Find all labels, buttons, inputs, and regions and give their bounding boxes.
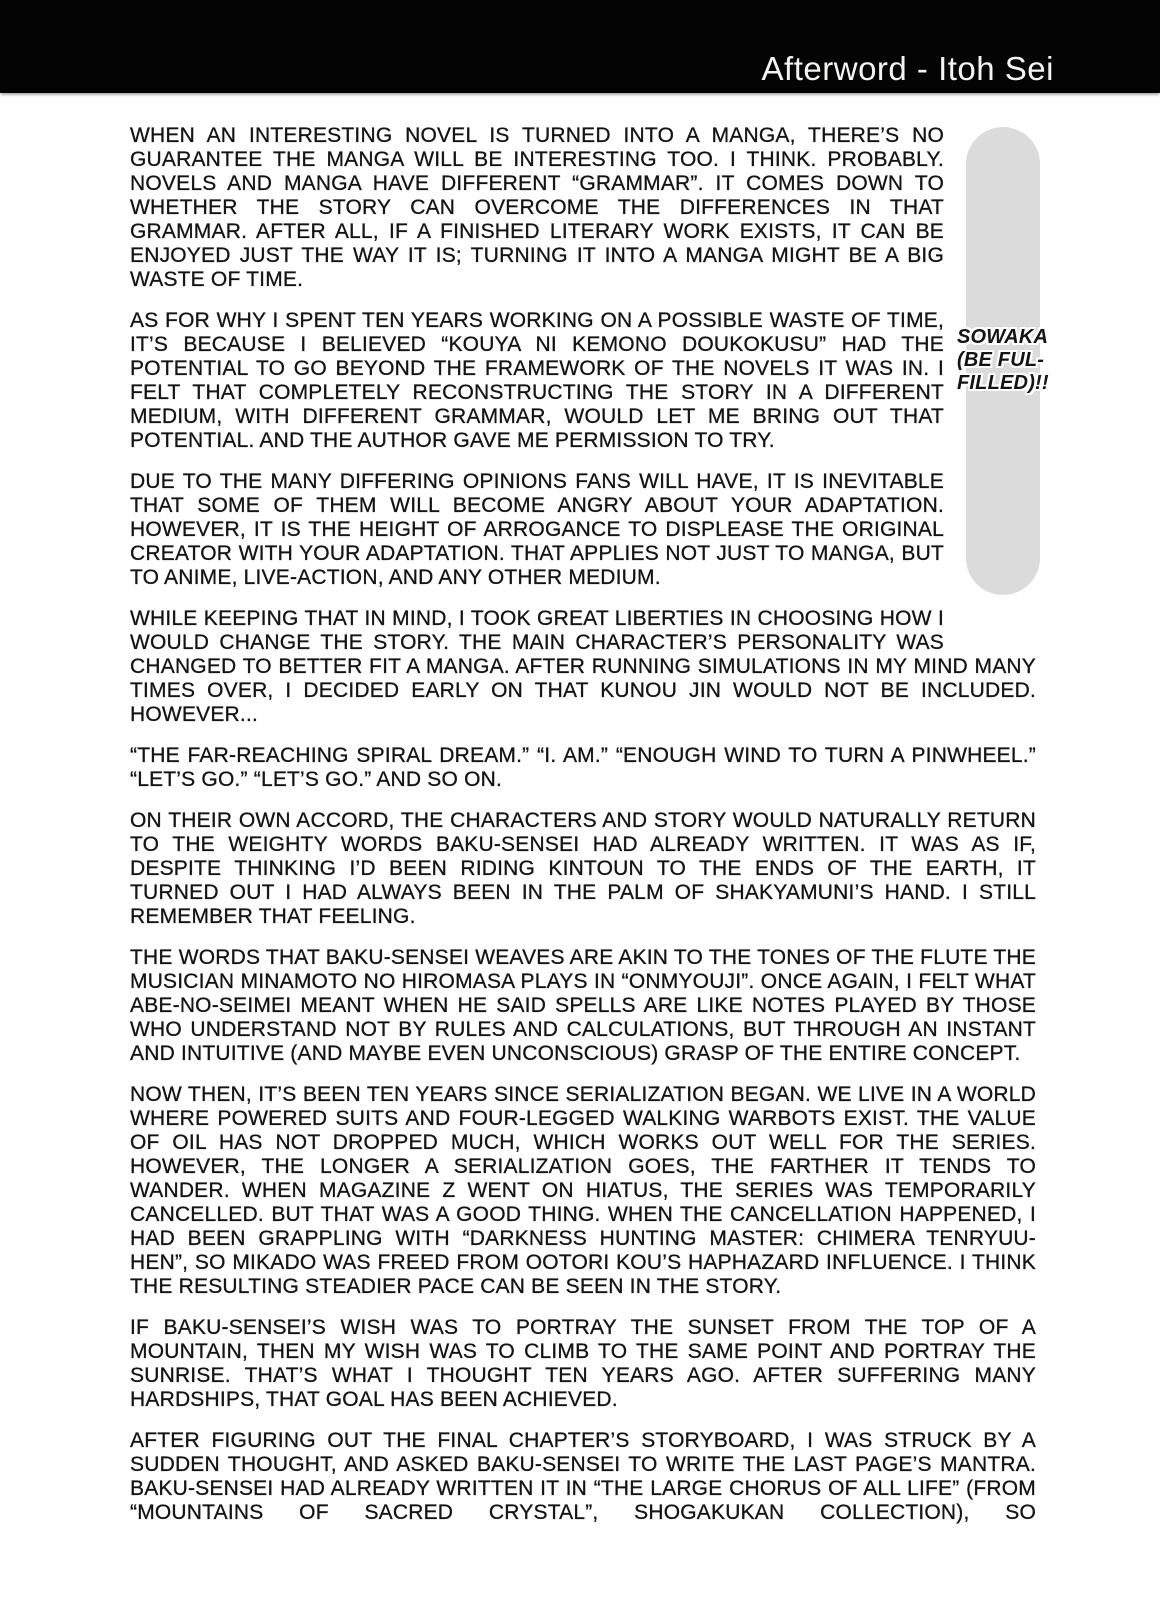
paragraph: NOW THEN, IT’S BEEN TEN YEARS SINCE SERIALIZATION BEGAN. WE LIVE IN A WORLD WHERE POWERED SUITS AND FOUR-LEGGED WALKING WARBOTS EXIST. THE VALUE OF OIL HAS NOT DROPPED MUCH, WHICH WORKS OUT WELL FOR THE SERIES. HOWEVER, THE LONGER A SERIALIZATION GOES, THE FARTHER IT TENDS TO WANDER. WHEN MAGAZINE Z WENT ON HIATUS, THE SERIES WAS TEMPORARILY CANCELLED. BUT THAT WAS A GOOD THING. WHEN THE CANCELLATION HAPPENED, I HAD BEEN GRAPPLING WITH “DARKNESS HUNTING MASTER: CHIMERA TENRYUU-HEN”, SO MIKADO WAS FREED FROM OOTORI KOU’S HAPHAZARD INFLUENCE. I THINK THE RESULTING STEADIER PACE CAN BE SEEN IN THE STORY. — [130, 1083, 1036, 1298]
margin-pill-spacer — [944, 124, 1036, 638]
paragraph: WHEN AN INTERESTING NOVEL IS TURNED INTO A MANGA, THERE’S NO GUARANTEE THE MANGA WILL BE INTERESTING TOO. I THINK. PROBABLY. NOVELS AND MANGA HAVE DIFFERENT “GRAMMAR”. IT COMES DOWN TO WHETHER THE STORY CAN OVERCOME THE DIFFERENCES IN THAT GRAMMAR. AFTER ALL, IF A FINISHED LITERARY WORK EXISTS, IT CAN BE ENJOYED JUST THE WAY IT IS; TURNING IT INTO A MANGA MIGHT BE A BIG WASTE OF TIME. — [130, 124, 944, 291]
paragraph: IF BAKU-SENSEI’S WISH WAS TO PORTRAY THE SUNSET FROM THE TOP OF A MOUNTAIN, THEN MY WISH WAS TO CLIMB TO THE SAME POINT AND PORTRAY THE SUNRISE. THAT’S WHAT I THOUGHT TEN YEARS AGO. AFTER SUFFERING MANY HARDSHIPS, THAT GOAL HAS BEEN ACHIEVED. — [130, 1316, 1036, 1411]
paragraph: “THE FAR-REACHING SPIRAL DREAM.” “I. AM.” “ENOUGH WIND TO TURN A PINWHEEL.” “LET’S GO.” “LET’S GO.” AND SO ON. — [130, 744, 1036, 791]
paragraph: THE WORDS THAT BAKU-SENSEI WEAVES ARE AKIN TO THE TONES OF THE FLUTE THE MUSICIAN MINAMOTO NO HIROMASA PLAYS IN “ONMYOUJI”. ONCE AGAIN, I FELT WHAT ABE-NO-SEIMEI MEANT WHEN HE SAID SPELLS ARE LIKE NOTES PLAYED BY THOSE WHO UNDERSTAND NOT BY RULES AND CALCULATIONS, BUT THROUGH AN INSTANT AND INTUITIVE (AND MAYBE EVEN UNCONSCIOUS) GRASP OF THE ENTIRE CONCEPT. — [130, 946, 1036, 1065]
page-title: Afterword - Itoh Sei — [761, 50, 1054, 87]
paragraph: AFTER FIGURING OUT THE FINAL CHAPTER’S STORYBOARD, I WAS STRUCK BY A SUDDEN THOUGHT, AND ASKED BAKU-SENSEI TO WRITE THE LAST PAGE’S MANTRA. BAKU-SENSEI HAD ALREADY WRITTEN IT IN “THE LARGE CHORUS OF ALL LIFE” (FROM “MOUNTAINS OF SACRED CRYSTAL”, SHOGAKUKAN COLLECTION), SO — [130, 1429, 1036, 1524]
paragraph: AS FOR WHY I SPENT TEN YEARS WORKING ON A POSSIBLE WASTE OF TIME, IT’S BECAUSE I BELIEVED “KOUYA NI KEMONO DOUKOKUSU” HAD THE POTENTIAL TO GO BEYOND THE FRAMEWORK OF THE NOVELS IT WAS IN. I FELT THAT COMPLETELY RECONSTRUCTING THE STORY IN A DIFFERENT MEDIUM, WITH DIFFERENT GRAMMAR, WOULD LET ME BRING OUT THAT POTENTIAL. AND THE AUTHOR GAVE ME PERMISSION TO TRY. — [130, 309, 944, 452]
margin-note-line: SOWAKA — [957, 326, 1049, 348]
margin-note-line: (BE FUL- — [957, 349, 1045, 371]
paragraph: ON THEIR OWN ACCORD, THE CHARACTERS AND STORY WOULD NATURALLY RETURN TO THE WEIGHTY WORDS BAKU-SENSEI HAD ALREADY WRITTEN. IT WAS AS IF, DESPITE THINKING I’D BEEN RIDING KINTOUN TO THE ENDS OF THE EARTH, IT TURNED OUT I HAD ALWAYS BEEN IN THE PALM OF SHAKYAMUNI’S HAND. I STILL REMEMBER THAT FEELING. — [130, 809, 1036, 928]
paragraph: WHILE KEEPING THAT IN MIND, I TOOK GREAT LIBERTIES IN CHOOSING HOW I WOULD CHANGE THE STORY. THE MAIN CHARACTER’S PERSONALITY WAS CHANGED TO BETTER FIT A MANGA. AFTER RUNNING SIMULATIONS IN MY MIND MANY TIMES OVER, I DECIDED EARLY ON THAT KUNOU JIN WOULD NOT BE INCLUDED. HOWEVER... — [130, 607, 1036, 726]
margin-note-line: FILLED)!! — [957, 372, 1049, 394]
header-bar — [0, 0, 1160, 93]
paragraph: DUE TO THE MANY DIFFERING OPINIONS FANS WILL HAVE, IT IS INEVITABLE THAT SOME OF THEM WILL BECOME ANGRY ABOUT YOUR ADAPTATION. HOWEVER, IT IS THE HEIGHT OF ARROGANCE TO DISPLEASE THE ORIGINAL CREATOR WITH YOUR ADAPTATION. THAT APPLIES NOT JUST TO MANGA, BUT TO ANIME, LIVE-ACTION, AND ANY OTHER MEDIUM. — [130, 470, 944, 589]
afterword-text — [130, 124, 1036, 1525]
